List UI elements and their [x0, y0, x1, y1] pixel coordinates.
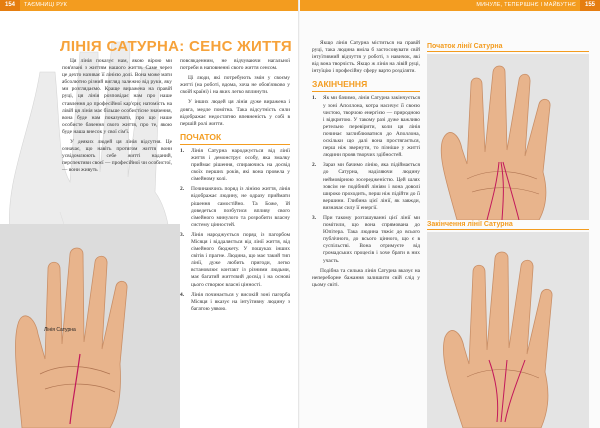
closing-paragraph: Подібна та сильна лінія Сатурна вказує на непереборне бажання залишити свій слід у цьому світі.	[312, 267, 420, 288]
left-hand-photo	[0, 224, 180, 428]
figure-title: Закінчення лінії Сатурна	[427, 220, 589, 230]
intro-paragraph: Ця лінія показує нам, якою вірою ми пов'язані з життям нашого життя. Саме через це дехто називає її лінією долі. Вона може мати абсолютно різний вигляд залежно від руки, яку ми розглядаємо. Краще виражена на правій руці, ця лінія розповідає нам про наше ставлення до професійної кар'єри; натомість на лівій ця лінія має більше особистісне значення, вона буде нам показувати, про що наше особисте бачення свого життя, про те, якою буде наша внесок у свої сім'ї.	[62, 58, 172, 135]
intro-paragraph: У деяких людей ця лінія відсутня. Це означає, що навіть протягом життя вони усвідомлюють себе житті наданий, перспективи своєї — професійної чи особистої, — вони живуть	[62, 139, 172, 174]
list-item: 3. При такому розташуванні цієї лінії ми помітили, що вона спрямована до Юпітера. Така людина тяжіє до всього публічного, до всього цінного, що є в суспільстві. Вона отримуєте від громадських процесів і хоче брати в них участь.	[312, 214, 420, 264]
section-heading-end: ЗАКІНЧЕННЯ	[312, 79, 420, 92]
running-header-right	[300, 0, 600, 11]
list-item: 3. Лінія народжується поряд із пагорбом Місяця і віддаляється від лінії життя, від сімейного бюджету. У пошуках інших світів і прагне. Людина, що має такий тип лінії, дуже любить пригоди, легко встановлює контакт із різними людьми, має багатий життєвий досвід і на основі цього створює власні цінності.	[180, 231, 290, 288]
end-list	[312, 95, 420, 264]
figure-image	[427, 54, 589, 220]
figure-end-line	[427, 220, 589, 428]
middle-paragraph: У інших людей ця лінія дуже виражена і довга, медле помітна. Така відсутність сили відображає недостатню впевненість у собі в першій ролі життя.	[180, 99, 290, 127]
palm-end-graphic	[427, 232, 589, 428]
page-number-right: 155	[580, 0, 600, 11]
list-item: 2. Починаючись поряд із лінією життя, лінія відображає людину, не одразу приймати рішення самостійно. Та Боже, їй доведеться позбутися впливу свого сімейного минулого та розробити власну систему цінностей.	[180, 186, 290, 228]
middle-paragraph: повсякденним, не відчуваючи нагальної потреби в наповненні свого життя сенсом.	[180, 58, 290, 72]
header-section-left: ТАЄМНИЦІ РУК	[24, 2, 68, 8]
header-section-right: МИНУЛЕ, ТЕПЕРІШНЄ І МАЙБУТНЄ	[476, 2, 576, 8]
figure-image	[427, 232, 589, 428]
list-item: 2. Зараз ми бачимо лінію, яка підіймається до Сатурна, наділяючи людину неймовірною зосередженістю. Цей шлях зовсім не подібний лініям і вона доволі широко проходить, перш ніж підійти до її вершини. Глибина цієї лінії, як завжди, визначає силу її енергії.	[312, 162, 420, 211]
middle-column	[180, 58, 290, 316]
hand-caption: Лінія Сатурна	[44, 327, 76, 333]
palm-start-graphic	[427, 54, 589, 220]
right-intro-paragraph: Якщо лінія Сатурна міститься на правій руці, така людина вміла б застосовувати свій інтуїтивний відчуття у роботі, з навичок, які від вона творчість. Якщо ж лінія на лівій руці, інтуїцію і професійну сферу варто розділяти.	[312, 40, 420, 75]
hand-photo-graphic	[0, 224, 180, 428]
right-text-column	[312, 40, 420, 292]
section-heading-start: ПОЧАТОК	[180, 132, 290, 145]
page-title: ЛІНІЯ САТУРНА: СЕНС ЖИТТЯ	[60, 38, 292, 55]
list-item: 1. Як ми бачимо, лінія Сатурна закінчується у зоні Аполлона, котра насичує її своєю чистою, творчою енергією — природною і відкритою. У такому разі дуже важливо ретельно перевірити, коли ця лінія починає заглиблюватися до Аполлона, оскільки що далі вона простягається, перш ніж звернути, то пізніше у житті людини прояв творчих здібностей.	[312, 95, 420, 159]
page-number-left: 154	[0, 0, 20, 11]
running-header-left	[0, 0, 300, 11]
middle-paragraph: Ці люди, які потребують змін у своєму житті (на роботі, вдома, хоча не обов'язково у своїй країні) і на яких легко вплинути.	[180, 75, 290, 96]
figure-start-line	[427, 42, 589, 220]
start-list	[180, 148, 290, 313]
list-item: 4. Лінія починається у високій зоні пагорба Місяця і вказує на інтуїтивну людину з багатою уявою.	[180, 291, 290, 312]
list-item: 1. Лінія Сатурна народжується від лінії життя і демонструє особу, яка змалку приймає рішення, спираючись на досвід своїх перших років, які вона провела у сімейному колі.	[180, 147, 290, 183]
intro-column	[62, 58, 172, 178]
figure-title: Початок лінії Сатурна	[427, 42, 589, 52]
